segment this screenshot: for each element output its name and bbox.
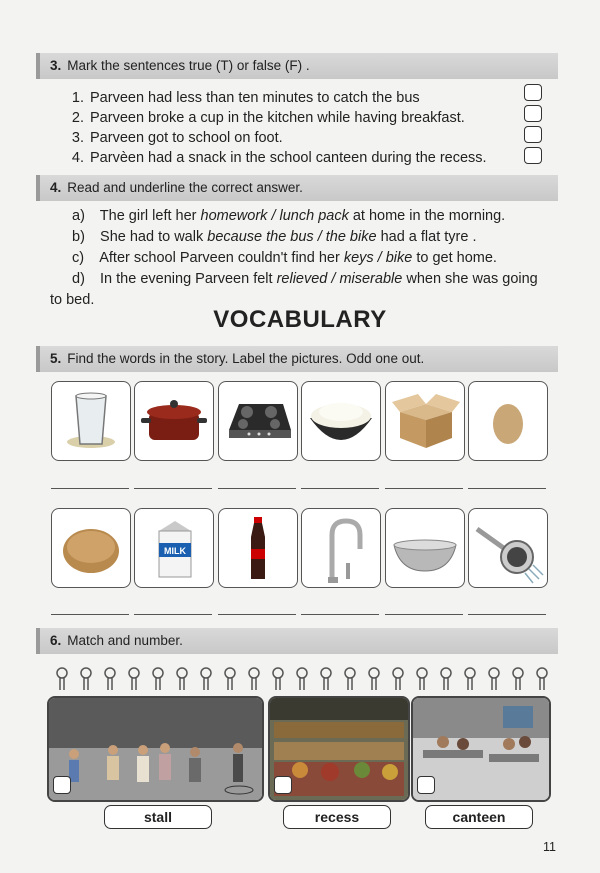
- page-number: 11: [543, 840, 556, 854]
- number-box-photo-3[interactable]: [417, 776, 435, 794]
- answer-choice-d[interactable]: relieved / miserable: [276, 271, 403, 287]
- exercise-4-instruction: Read and underline the correct answer.: [67, 180, 303, 195]
- tf-sentence-2: 2. Parveen broke a cup in the kitchen while having breakfast.: [71, 110, 465, 126]
- stove-icon: [218, 381, 298, 461]
- answer-line[interactable]: [51, 488, 129, 489]
- answer-line[interactable]: [385, 488, 463, 489]
- exercise-5-header: [36, 346, 558, 372]
- exercise-4-number: 4.: [50, 180, 62, 195]
- answer-line[interactable]: [218, 488, 296, 489]
- tf-answer-box-4[interactable]: [524, 147, 542, 164]
- answer-line[interactable]: [51, 614, 129, 615]
- answer-sentence-c: c) After school Parveen couldn't find her keys / bike to get home.: [72, 250, 497, 266]
- exercise-3-instruction: Mark the sentences true (T) or false (F) .: [67, 58, 310, 73]
- number-box-photo-2[interactable]: [274, 776, 292, 794]
- answer-choice-c[interactable]: keys / bike: [343, 250, 413, 266]
- true-false-list: [60, 88, 540, 168]
- answer-sentence-a: a) The girl left her homework / lunch pack at home in the morning.: [72, 208, 506, 224]
- answer-line[interactable]: [468, 614, 546, 615]
- answer-line[interactable]: [218, 614, 296, 615]
- tap-icon: [301, 508, 381, 588]
- milk-carton-icon: [134, 508, 214, 588]
- exercise-3-number: 3.: [50, 58, 62, 73]
- tf-sentence-4: 4. Parvèen had a snack in the school canteen during the recess.: [71, 150, 487, 166]
- answer-choice-b[interactable]: because the bus / the bike: [207, 229, 377, 245]
- answer-sentence-d: d) In the evening Parveen felt relieved / miserable when she was going: [72, 271, 538, 287]
- exercise-6-instruction: Match and number.: [67, 633, 183, 648]
- match-label-stall: stall: [104, 805, 212, 829]
- exercise-3-header: [36, 53, 558, 79]
- underline-answer-list: [50, 206, 550, 311]
- answer-line[interactable]: [301, 614, 379, 615]
- milk-carton-text: MILK: [164, 546, 186, 556]
- tf-sentence-3: 3. Parveen got to school on foot.: [71, 130, 283, 146]
- exercise-5-number: 5.: [50, 351, 62, 366]
- answer-sentence-b: b) She had to walk because the bus / the bike had a flat tyre .: [72, 229, 477, 245]
- answer-line[interactable]: [301, 488, 379, 489]
- answer-line[interactable]: [468, 488, 546, 489]
- exercise-6-header: [36, 628, 558, 654]
- egg-icon: [468, 381, 548, 461]
- exercise-4-header: [36, 175, 558, 201]
- answer-sentence-d-continued: to bed.: [50, 292, 95, 308]
- pot-icon: [134, 381, 214, 461]
- number-box-photo-1[interactable]: [53, 776, 71, 794]
- answer-line[interactable]: [134, 488, 212, 489]
- tf-answer-box-1[interactable]: [524, 84, 542, 101]
- answer-choice-a[interactable]: homework / lunch pack: [200, 208, 349, 224]
- photo-children-playing: [47, 696, 264, 802]
- bowl-icon: [385, 508, 465, 588]
- glass-icon: [51, 381, 131, 461]
- exercise-5-instruction: Find the words in the story. Label the pictures. Odd one out.: [67, 351, 425, 366]
- match-label-recess: recess: [283, 805, 391, 829]
- rice-bowl-icon: [301, 381, 381, 461]
- answer-line[interactable]: [385, 614, 463, 615]
- shower-icon: [468, 508, 548, 588]
- tf-sentence-1: 1. Parveen had less than ten minutes to catch the bus: [71, 90, 420, 106]
- tf-answer-box-3[interactable]: [524, 126, 542, 143]
- cola-bottle-icon: [218, 508, 298, 588]
- vocabulary-heading: VOCABULARY: [213, 306, 387, 333]
- match-label-canteen: canteen: [425, 805, 533, 829]
- box-icon: [385, 381, 465, 461]
- bread-icon: [51, 508, 131, 588]
- answer-line[interactable]: [134, 614, 212, 615]
- notebook-spiral-binding: [54, 666, 554, 692]
- tf-answer-box-2[interactable]: [524, 105, 542, 122]
- exercise-6-number: 6.: [50, 633, 62, 648]
